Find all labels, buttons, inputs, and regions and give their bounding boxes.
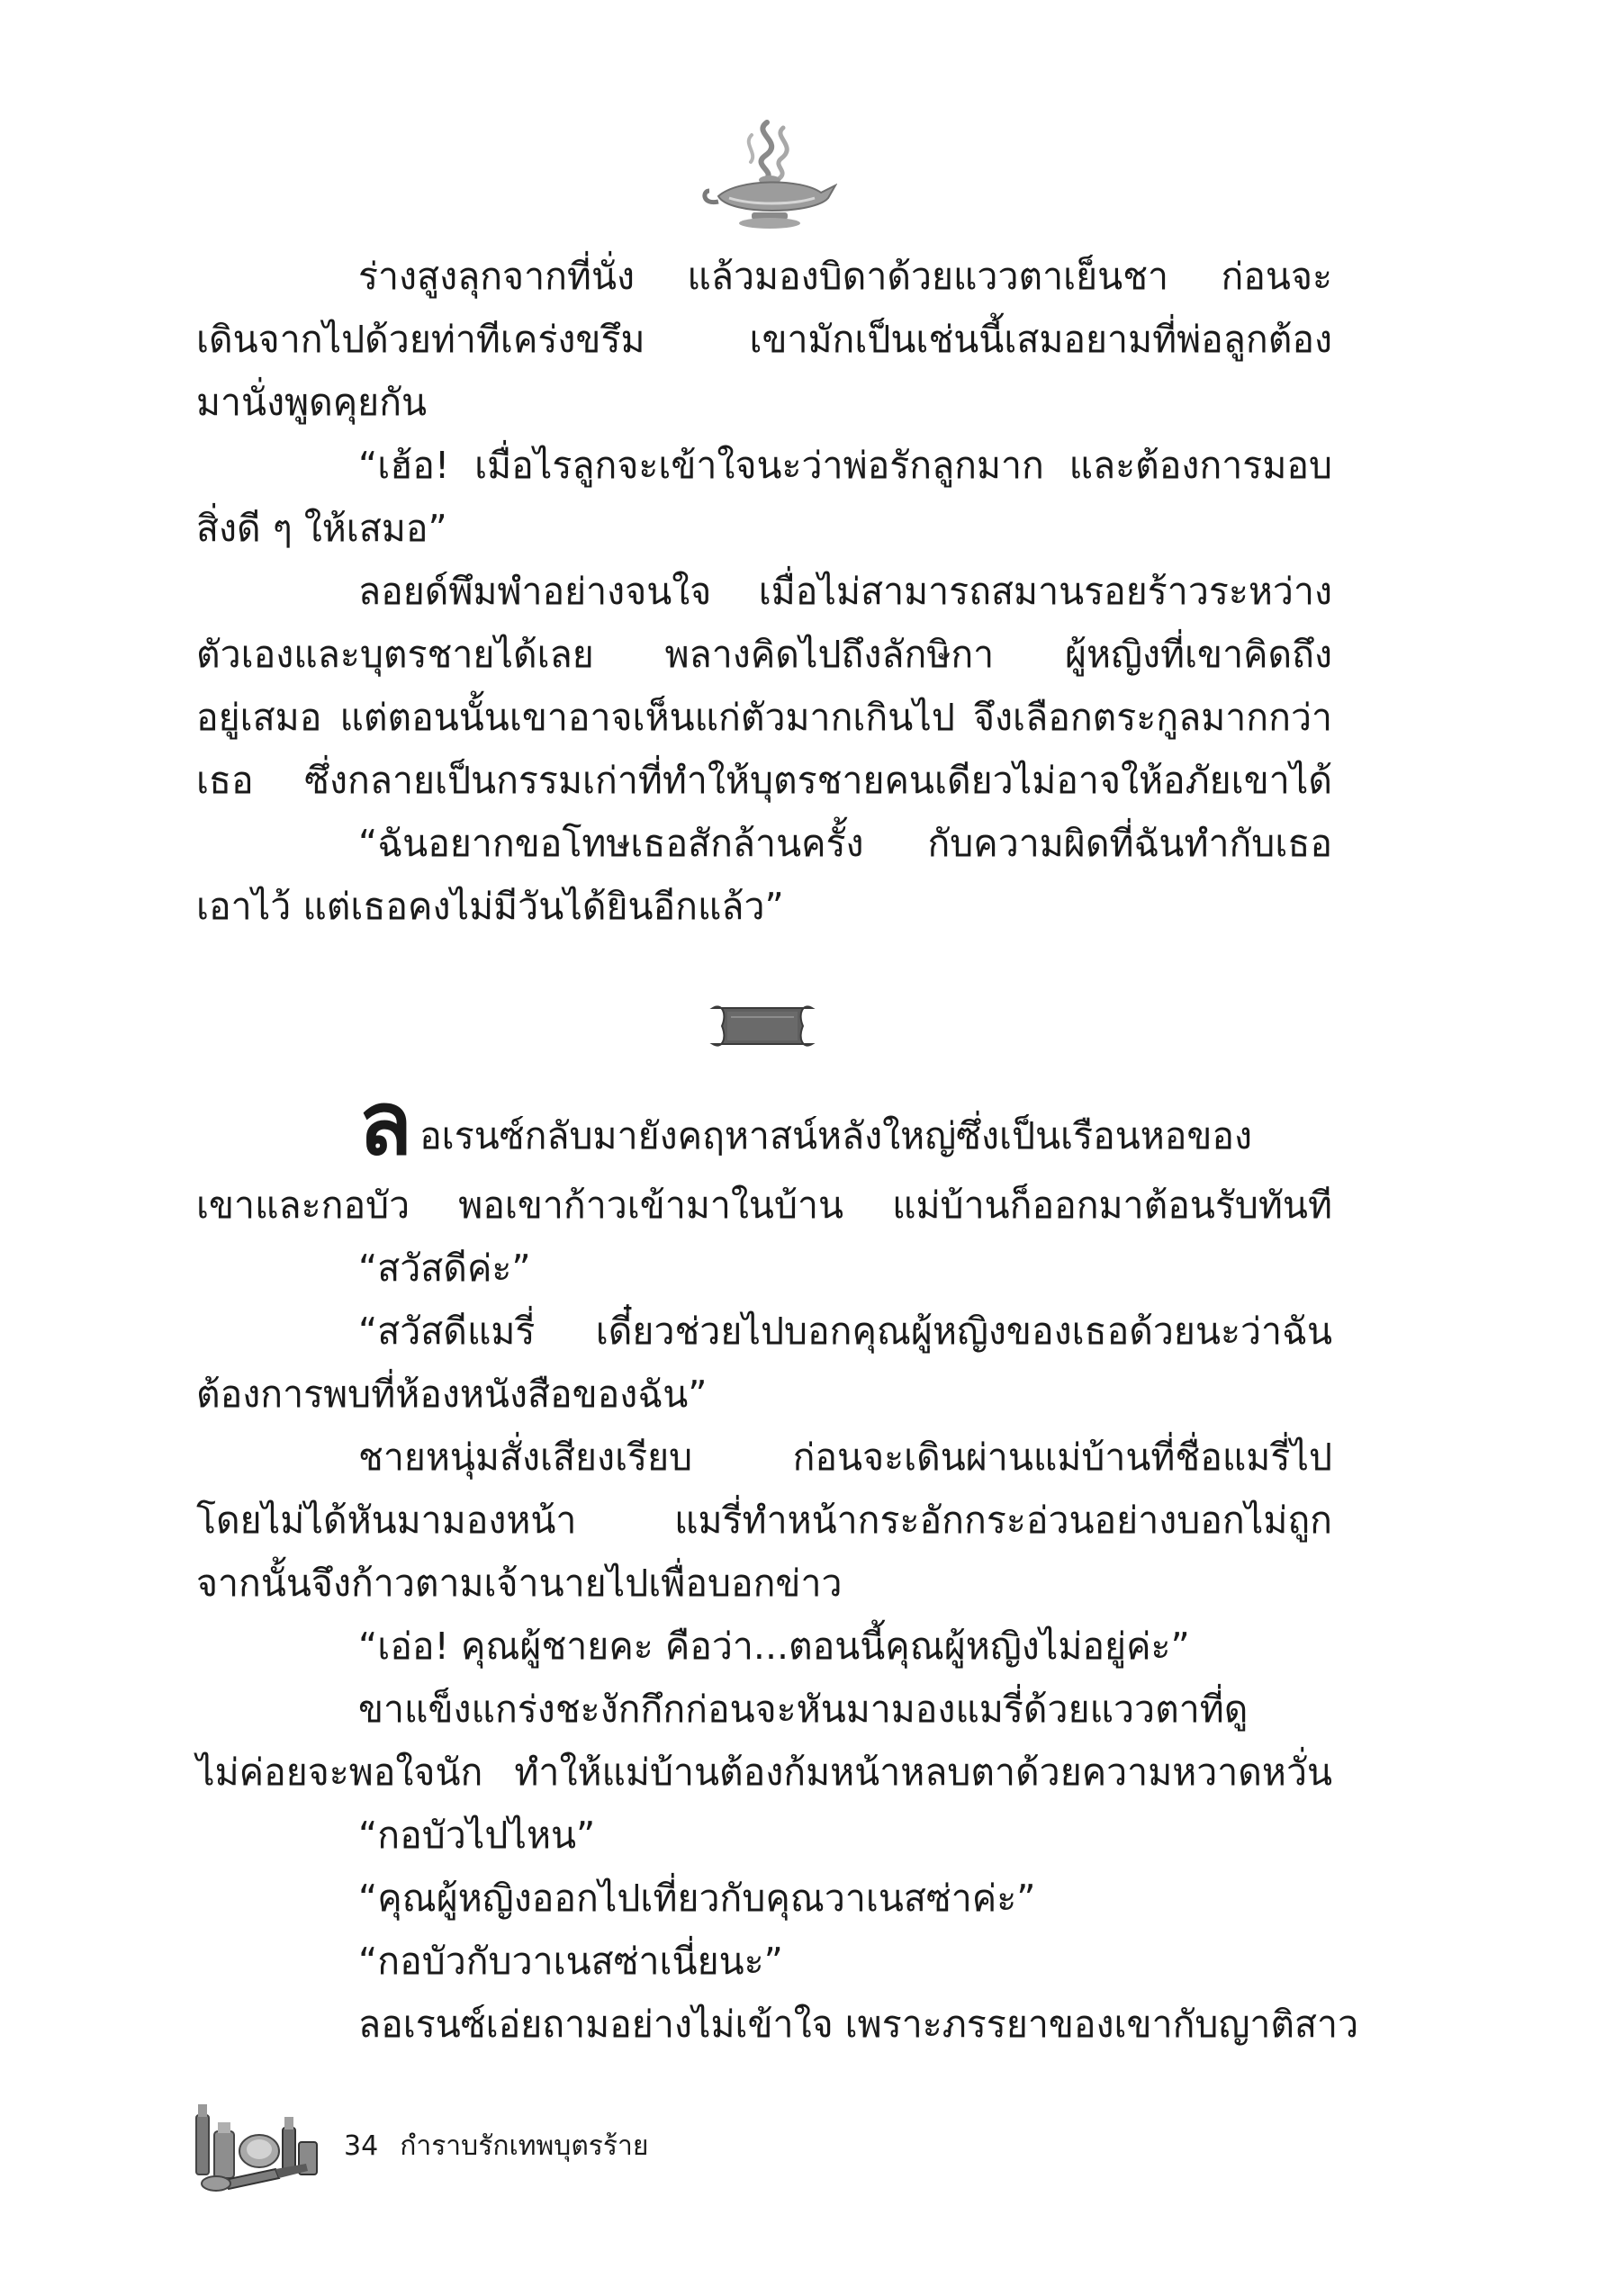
paragraph-line: มานั่งพูดคุยกัน [196,381,428,424]
cosmetics-icon [189,2097,324,2196]
genie-lamp-icon [702,115,837,232]
paragraph-line: เอาไว้ แต่เธอคงไม่มีวันได้ยินอีกแล้ว” [196,885,784,928]
paragraph-line-rest: อเรนซ์กลับมายังคฤหาสน์หลังใหญ่ซึ่งเป็นเรือนหอของ [419,1114,1253,1157]
scroll-separator-icon [709,1001,816,1051]
paragraph-line: เธอ ซึ่งกลายเป็นกรรมเก่าที่ทำให้บุตรชายคนเดียวไม่อาจให้อภัยเขาได้ [196,759,1332,802]
page-number: 34 [344,2130,379,2162]
paragraph-line: ไม่ค่อยจะพอใจนัก ทำให้แม่บ้านต้องก้มหน้าหลบตาด้วยความหวาดหวั่น [196,1751,1332,1794]
paragraph-line: เดินจากไปด้วยท่าทีเคร่งขรึม เขามักเป็นเช่นนี้เสมอยามที่พ่อลูกต้อง [196,318,1332,361]
paragraph-line: ตัวเองและบุตรชายได้เลย พลางคิดไปถึงลักษิกา ผู้หญิงที่เขาคิดถึง [196,633,1332,676]
footer-text [344,2124,648,2169]
drop-cap: ล [358,1072,413,1175]
book-title: กำราบรักเทพบุตรร้าย [400,2130,649,2162]
paragraph-line: สิ่งดี ๆ ให้เสมอ” [196,507,447,550]
paragraph-line: ร่างสูงลุกจากที่นั่ง แล้วมองบิดาด้วยแววตาเย็นชา ก่อนจะ [358,255,1332,298]
section-2-text [196,1072,1359,2056]
paragraph-line: “สวัสดีค่ะ” [358,1247,531,1290]
page-footer [189,2097,819,2196]
paragraph-line: “กอบัวกับวาเนสซ่าเนี่ยนะ” [358,1940,783,1983]
paragraph-line: อยู่เสมอ แต่ตอนนั้นเขาอาจเห็นแก่ตัวมากเกินไป จึงเลือกตระกูลมากกว่า [196,696,1332,739]
section-1-text [196,245,1332,938]
paragraph-line: “เฮ้อ! เมื่อไรลูกจะเข้าใจนะว่าพ่อรักลูกมาก และต้องการมอบ [358,444,1332,487]
paragraph-line: ต้องการพบที่ห้องหนังสือของฉัน” [196,1373,708,1416]
paragraph-line: ลอยด์พึมพำอย่างจนใจ เมื่อไม่สามารถสมานรอยร้าวระหว่าง [358,570,1332,613]
paragraph-line: “กอบัวไปไหน” [358,1814,596,1857]
paragraph-line: ลอเรนซ์เอ่ยถามอย่างไม่เข้าใจ เพราะภรรยาของเขากับญาติสาว [358,2003,1359,2046]
paragraph-line: “ฉันอยากขอโทษเธอสักล้านครั้ง กับความผิดที่ฉันทำกับเธอ [358,822,1332,865]
paragraph-line: “เอ่อ! คุณผู้ชายคะ คือว่า...ตอนนี้คุณผู้หญิงไม่อยู่ค่ะ” [358,1625,1190,1668]
paragraph-line: ขาแข็งแกร่งชะงักกึกก่อนจะหันมามองแมรี่ด้วยแววตาที่ดู [358,1688,1249,1731]
paragraph-line: ชายหนุ่มสั่งเสียงเรียบ ก่อนจะเดินผ่านแม่บ้านที่ชื่อแมรี่ไป [358,1436,1332,1479]
paragraph-line: “คุณผู้หญิงออกไปเที่ยวกับคุณวาเนสซ่าค่ะ” [358,1877,1036,1920]
paragraph-line: เขาและกอบัว พอเขาก้าวเข้ามาในบ้าน แม่บ้านก็ออกมาต้อนรับทันที [196,1184,1332,1227]
paragraph-line: “สวัสดีแมรี่ เดี๋ยวช่วยไปบอกคุณผู้หญิงของเธอด้วยนะว่าฉัน [358,1310,1332,1353]
dropcap-paragraph-line [196,1072,1332,1175]
paragraph-line: จากนั้นจึงก้าวตามเจ้านายไปเพื่อบอกข่าว [196,1562,843,1605]
paragraph-line: โดยไม่ได้หันมามองหน้า แมรี่ทำหน้ากระอักกระอ่วนอย่างบอกไม่ถูก [196,1499,1332,1542]
